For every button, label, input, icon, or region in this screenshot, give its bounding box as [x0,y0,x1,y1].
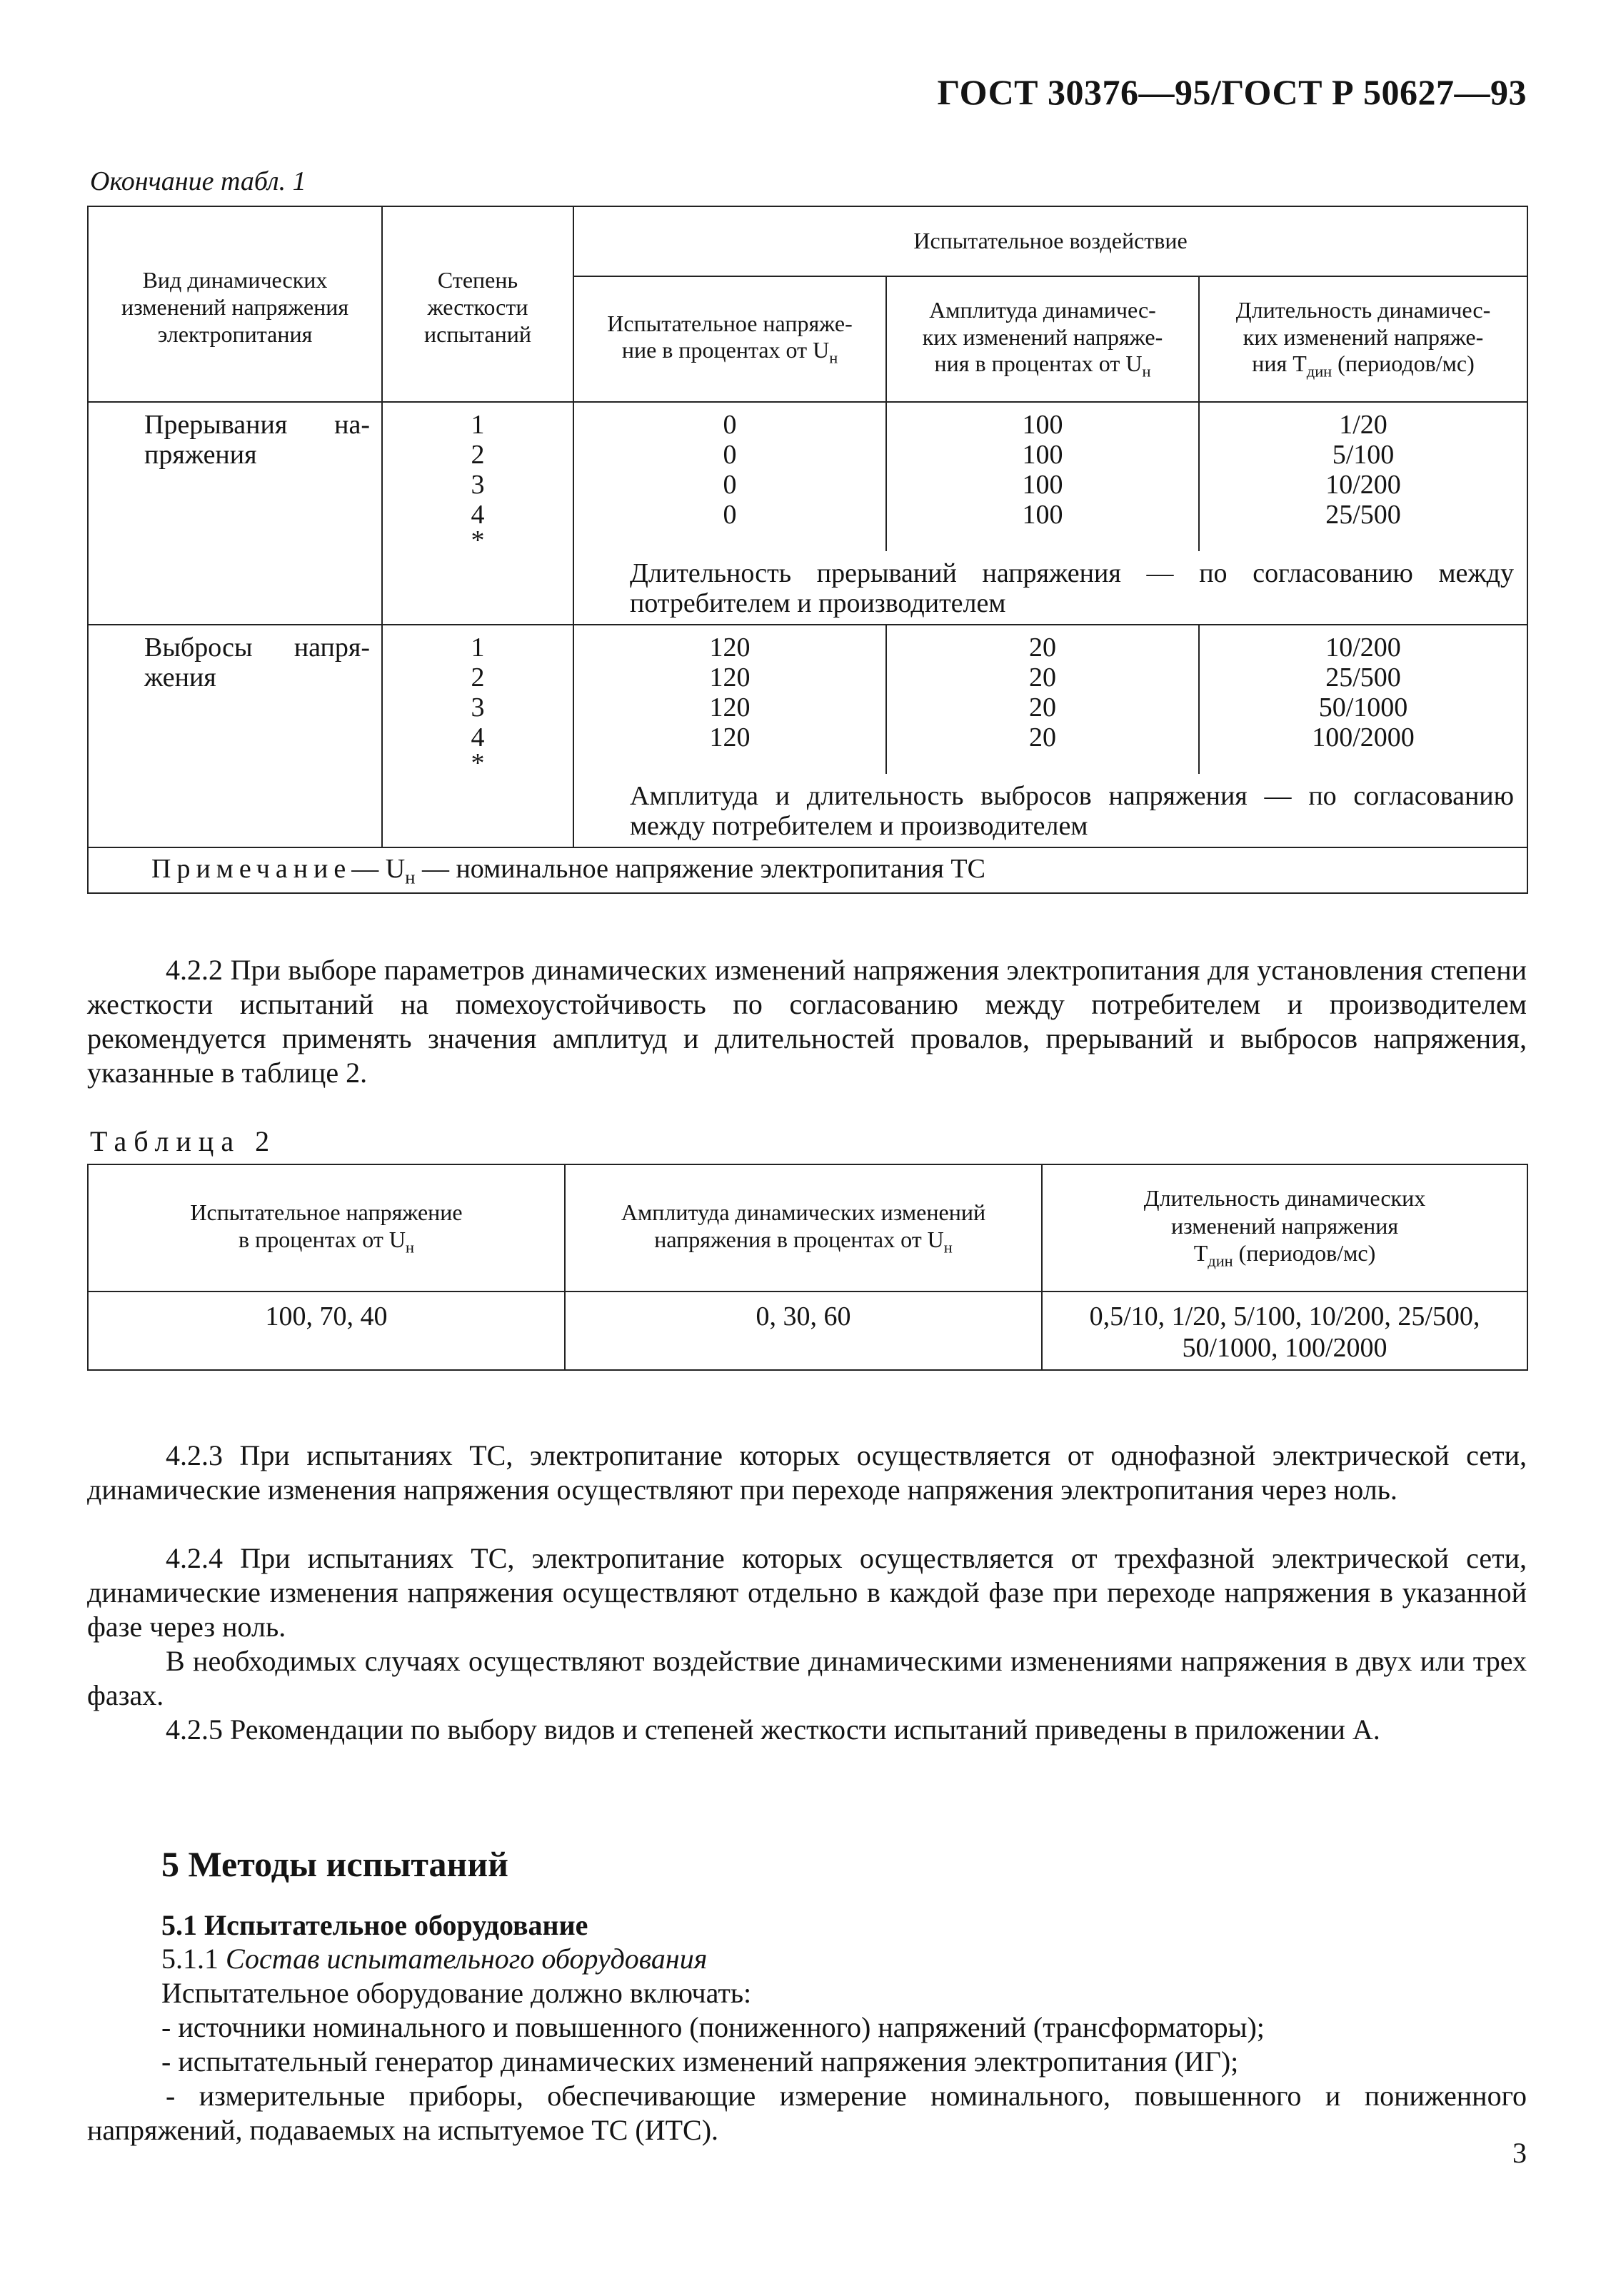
t1-duration-cell: 10/200 25/500 50/1000 100/2000 [1199,625,1527,774]
equipment-intro: Испытательное оборудование должно включать: [161,1977,752,2009]
equipment-item: - испытательный генератор динамических изменений напряжения электропитания (ИГ); [161,2045,1239,2078]
t1-header-amplitude: Амплитуда динамичес- ких изменений напряже- ния в процентах от $U_н$ [886,276,1199,402]
t2-header-test-voltage: Испытательное напряжение в процентах от $U_н$ [88,1164,565,1292]
section-5-1-title: 5.1 Испытательное оборудование [161,1909,588,1941]
t1-span-note: Длительность прерываний напряжения — по согласованию между потребителем и производителем [573,551,1527,625]
t1-degree-cell: 1 2 3 4 * [382,625,573,774]
t1-test-voltage-cell: 0 0 0 0 [573,402,886,551]
t1-kind-line: жения [144,663,216,693]
t1-group-interruptions [88,402,1527,551]
t1-kind-cell [88,402,382,625]
t1-header-influence: Испытательное воздействие [573,206,1527,276]
t1-header-duration: Длительность динамичес- ких изменений напряже- ния $T_{дин}$ (периодов/мс) [1199,276,1527,402]
document-header: ГОСТ 30376—95/ГОСТ Р 50627—93 [937,72,1527,112]
table-1 [87,206,1528,894]
paragraph-4-2-5: 4.2.5 Рекомендации по выбору видов и степеней жесткости испытаний приведены в приложении А. [166,1713,1380,1746]
equipment-item: - измерительные приборы, обеспечивающие измерение номинального, повышенного и пониженного напряжений, подаваемых на испытуемое ТС (ИТС). [87,2080,1527,2146]
section-5-title: 5 Методы испытаний [161,1844,508,1884]
paragraph-4-2-4-cont: В необходимых случаях осуществляют воздействие динамическими изменениями напряжения в двух или трех фазах. [87,1645,1527,1711]
t2-test-voltage-value: 100, 70, 40 [88,1292,565,1370]
paragraph-4-2-4: 4.2.4 При испытаниях ТС, электропитание которых осуществляется от трехфазной электрической сети, динамические изменения напряжения осуществляют отдельно в каждой фазе при переходе напряжения в указанной фазе через ноль. [87,1542,1527,1643]
t1-test-voltage-cell: 120 120 120 120 [573,625,886,774]
section-5-1-1-title: 5.1.1 Состав испытательного оборудования [161,1943,708,1975]
t1-span-note: Амплитуда и длительность выбросов напряжения — по согласованию между потребителем и производителем [573,774,1527,847]
paragraph-4-2-3: 4.2.3 При испытаниях ТС, электропитание которых осуществляется от однофазной электрической сети, динамические изменения напряжения осуществляют при переходе напряжения электропитания через ноль. [87,1439,1527,1506]
t2-amplitude-value: 0, 30, 60 [565,1292,1042,1370]
t1-header-test-voltage: Испытательное напряже- ние в процентах от $U_н$ [573,276,886,402]
t2-duration-value: 0,5/10, 1/20, 5/100, 10/200, 25/500, 50/1000, 100/2000 [1042,1292,1527,1370]
t1-kind-cell [88,625,382,847]
t2-header-amplitude: Амплитуда динамических изменений напряжения в процентах от $U_н$ [565,1164,1042,1292]
t1-kind-line: Прерывания на- [144,410,370,440]
paragraph-4-2-2: 4.2.2 При выборе параметров динамических изменений напряжения электропитания для установления степени жесткости испытаний на помехоустойчивость по согласованию между потребителем и производителем рекомендуется применять значения амплитуд и длительностей провалов, прерываний и выбросов напряжения, указанные в таблице 2. [87,954,1527,1089]
t1-group-surges [88,625,1527,774]
t1-duration-cell: 1/20 5/100 10/200 25/500 [1199,402,1527,551]
table2-caption: Таблица 2 [90,1125,277,1157]
t2-header-duration: Длительность динамических изменений напряжения $T_{дин}$ (периодов/мс) [1042,1164,1527,1292]
t1-header-kind: Вид динамических изменений напряжения электропитания [88,206,382,402]
t1-degree-cell-cont [382,774,573,847]
table-2 [87,1164,1528,1371]
t1-amplitude-cell: 20 20 20 20 [886,625,1199,774]
t1-header-degree: Степень жесткости испытаний [382,206,573,402]
t1-note: Примечание— $U_н$ — номинальное напряжение электропитания ТС [88,847,1527,893]
t1-kind-line: пряжения [144,440,257,470]
page-number: 3 [1512,2137,1527,2169]
t1-amplitude-cell: 100 100 100 100 [886,402,1199,551]
t1-degree-cell-cont [382,551,573,625]
table1-caption: Окончание табл. 1 [90,166,306,196]
t1-kind-line: Выбросы напря- [144,633,370,663]
t1-note-label: Примечание [151,854,352,884]
t1-degree-cell: 1 2 3 4 * [382,402,573,551]
equipment-item: - источники номинального и повышенного (пониженного) напряжений (трансформаторы); [161,2011,1265,2043]
